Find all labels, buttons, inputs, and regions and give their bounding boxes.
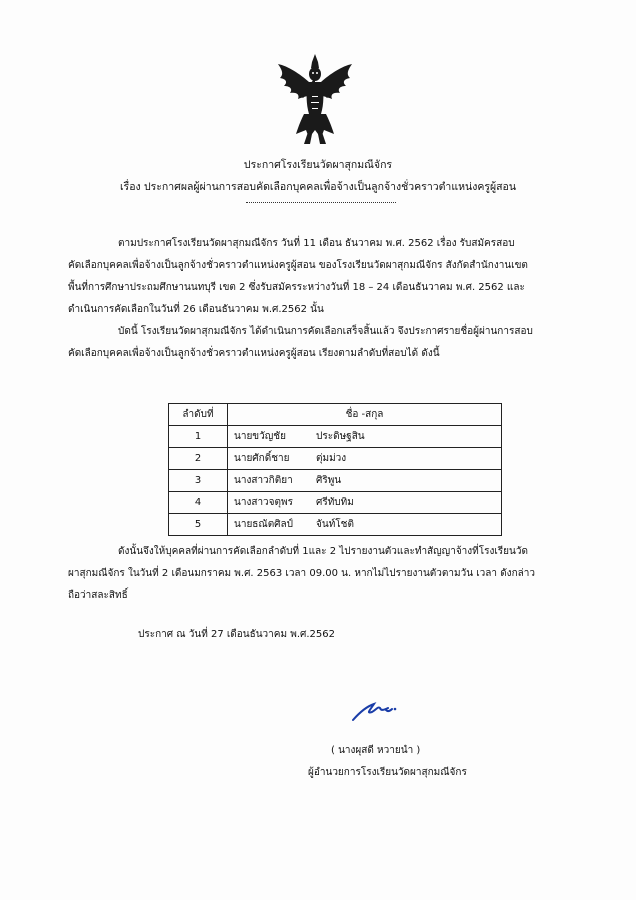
garuda-emblem-icon [276,52,354,148]
table-row [169,514,502,536]
header-rank: ลำดับที่ [169,404,228,426]
para3-line-2: ผาสุกมณีจักร ในวันที่ 2 เดือนมกราคม พ.ศ. 2563 เวลา 09.00 น. หากไม่ไปรายงานตัวตามวัน เวลา ดังกล่าว [68,568,535,579]
last-name: ตุ่มม่วง [316,453,347,464]
rank-cell: 3 [169,470,228,492]
para1-line-2: คัดเลือกบุคคลเพื่อจ้างเป็นลูกจ้างชั่วคราวตำแหน่งครูผู้สอน ของโรงเรียนวัดผาสุกมณีจักร สังกัดสำนักงานเขต [68,260,528,271]
document-subject: เรื่อง ประกาศผลผู้ผ่านการสอบคัดเลือกบุคคลเพื่อจ้างเป็นลูกจ้างชั่วคราวตำแหน่งครูผู้สอน [119,181,517,193]
document-title: ประกาศโรงเรียนวัดผาสุกมณีจักร [243,159,393,171]
signatory-name: ( นางผุสดี หวายนำ ) [331,745,421,756]
para2-line-2: คัดเลือกบุคคลเพื่อจ้างเป็นลูกจ้างชั่วคราวตำแหน่งครูผู้สอน เรียงตามลำดับที่สอบได้ ดังนี้ [68,348,440,359]
para1-line-1: ตามประกาศโรงเรียนวัดผาสุกมณีจักร วันที่ 11 เดือน ธันวาคม พ.ศ. 2562 เรื่อง รับสมัครสอบ [118,238,515,249]
para3-line-1: ดังนั้นจึงให้บุคคลที่ผ่านการคัดเลือกลำดับที่ 1และ 2 ไปรายงานตัวและทำสัญญาจ้างที่โรงเรียนวัด [118,546,528,557]
para2-line-1: บัดนี้ โรงเรียนวัดผาสุกมณีจักร ได้ดำเนินการคัดเลือกเสร็จสิ้นแล้ว จึงประกาศรายชื่อผู้ผ่านการสอบ [118,326,533,337]
first-name: นางสาวกิติยา [234,475,293,486]
name-cell [228,448,502,470]
last-name: ประดิษฐสิน [316,431,365,442]
last-name: ศรีทับทิม [316,497,354,508]
rank-cell: 1 [169,426,228,448]
last-name: ศิริพูน [316,475,342,486]
first-name: นางสาวจตุพร [234,497,293,508]
para1-line-4: ดำเนินการคัดเลือกในวันที่ 26 เดือนธันวาคม พ.ศ.2562 นั้น [68,304,324,315]
first-name: นายธณัตศิลป์ [234,519,294,530]
first-name: นายขวัญชัย [234,431,286,442]
table-header-row [169,404,502,426]
rank-cell: 2 [169,448,228,470]
name-cell [228,426,502,448]
name-cell [228,492,502,514]
table-row [169,426,502,448]
para3-line-3: ถือว่าสละสิทธิ์ [68,590,128,601]
table-row [169,492,502,514]
separator-dots [246,202,396,204]
rank-cell: 5 [169,514,228,536]
signature-scribble [350,698,400,724]
table-row [169,448,502,470]
first-name: นายศักดิ์ชาย [234,453,290,464]
results-table [168,403,502,536]
announce-date: ประกาศ ณ วันที่ 27 เดือนธันวาคม พ.ศ.2562 [138,629,335,640]
table-row [169,470,502,492]
rank-cell: 4 [169,492,228,514]
signatory-position: ผู้อำนวยการโรงเรียนวัดผาสุกมณีจักร [308,767,467,778]
last-name: จันท์โชติ [316,519,354,530]
name-cell [228,470,502,492]
header-name: ชื่อ -สกุล [228,404,502,426]
para1-line-3: พื้นที่การศึกษาประถมศึกษานนทบุรี เขต 2 ซึ่งรับสมัครระหว่างวันที่ 18 – 24 เดือนธันวาคม พ.ศ. 2562 และ [68,282,525,293]
name-cell [228,514,502,536]
